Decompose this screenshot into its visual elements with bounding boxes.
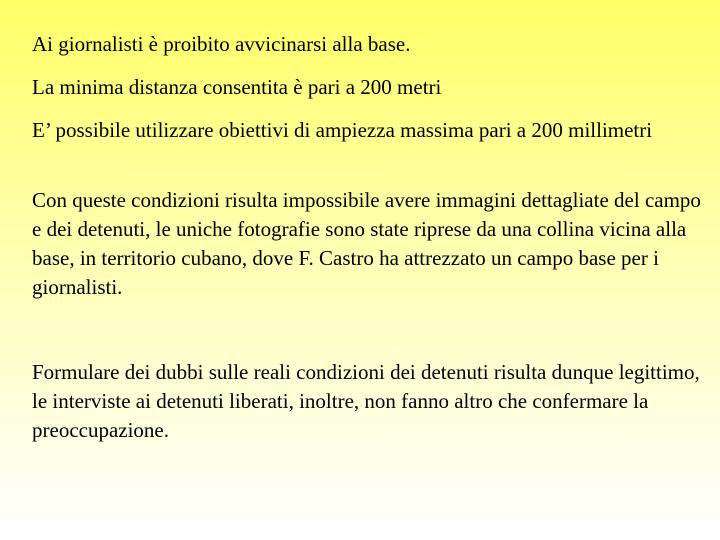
paragraph-press-ban: Ai giornalisti è proibito avvicinarsi alla base. <box>32 32 411 56</box>
paragraph-photo-conditions: Con queste condizioni risulta impossibile avere immagini dettagliate del campo e dei detenuti, le uniche fotografie sono state riprese da una collina vicina alla base, in territorio cubano, dove F. Castro ha attrezzato un campo base per i giornalisti. <box>32 188 701 299</box>
paragraph-conclusion: Formulare dei dubbi sulle reali condizioni dei detenuti risulta dunque legittimo, le interviste ai detenuti liberati, inoltre, non fanno altro che confermare la preoccupazione. <box>32 360 700 442</box>
paragraph-minimum-distance: La minima distanza consentita è pari a 200 metri <box>32 75 442 99</box>
paragraph-lens-limit: E’ possibile utilizzare obiettivi di ampiezza massima pari a 200 millimetri <box>32 118 653 142</box>
